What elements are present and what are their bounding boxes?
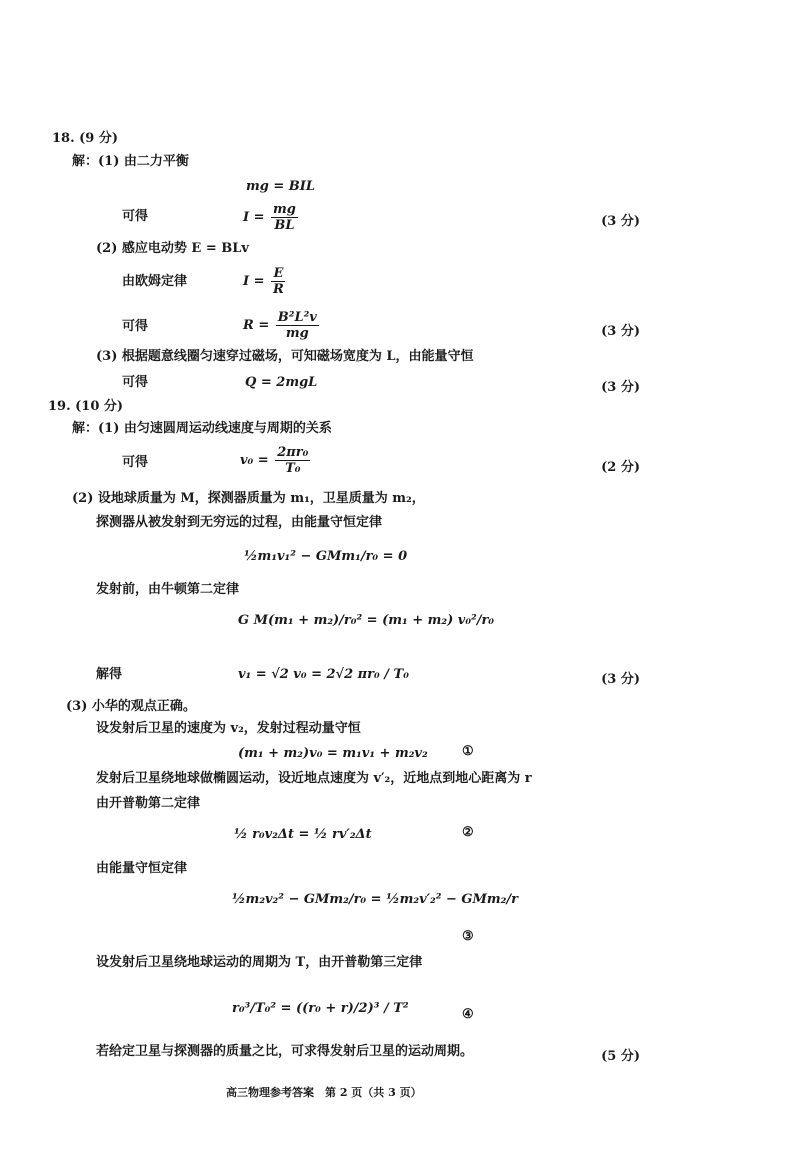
q18-eq2: I = $\frac{mg}{BL}$ [243,202,296,233]
q18-part2-intro: (2) 感应电动势 E = BLv [96,241,249,256]
q18-part3-intro: (3) 根据题意线圈匀速穿过磁场，可知磁场宽度为 L，由能量守恒 [96,349,474,364]
q18-part1-intro: 解：(1) 由二力平衡 [72,154,189,169]
page-footer: 高三物理参考答案 第 2 页（共 3 页） [226,1086,422,1099]
q19-eq2: ½m₁v₁² − GMm₁/r₀ = 0 [244,549,408,564]
q19-score-3: (5 分) [601,1049,640,1064]
q19-marker-4: ④ [462,1007,474,1022]
q19-part3-line4: 由开普勒第二定律 [96,796,201,811]
q18-score-1: (3 分) [601,214,640,229]
q18-score-2: (3 分) [601,324,640,339]
q19-part2-line1: (2) 设地球质量为 M，探测器质量为 m₁，卫星质量为 m₂， [72,491,425,506]
q18-eq3: I = $\frac{E}{R}$ [243,266,284,297]
q19-part2-line2: 探测器从被发射到无穷远的过程，由能量守恒定律 [96,515,383,530]
q19-part1-intro: 解：(1) 由匀速圆周运动线速度与周期的关系 [72,421,332,436]
q19-eq3: G M(m₁ + m₂)/r₀² = (m₁ + m₂) v₀²/r₀ [238,613,494,628]
q19-part3-line1: (3) 小华的观点正确。 [66,699,196,714]
q18-score-3: (3 分) [601,380,640,395]
q19-part3-line6: 设发射后卫星绕地球运动的周期为 T，由开普勒第三定律 [96,955,423,970]
q19-eq1: v₀ = $\frac{\text{2πr₀}}{\text{T₀}}$ [240,445,309,476]
q19-eq7: ½m₂v₂² − GMm₂/r₀ = ½m₂v′₂² − GMm₂/r [232,892,518,907]
q18-eq1: mg = BIL [246,179,315,194]
q19-part3-line7: 若给定卫星与探测器的质量之比，可求得发射后卫星的运动周期。 [96,1044,474,1059]
q19-eq6: ½ r₀v₂Δt = ½ rv′₂Δt [234,827,372,842]
q19-eq8: r₀³/T₀² = ((r₀ + r)/2)³ / T² [232,1001,409,1016]
q19-part3-line5: 由能量守恒定律 [96,861,188,876]
q19-keyi-1: 可得 [122,455,149,470]
q19-marker-1: ① [462,744,474,759]
q19-marker-3: ③ [462,929,474,944]
q19-part3-line3: 发射后卫星绕地球做椭圆运动，设近地点速度为 v′₂，近地点到地心距离为 r [96,771,532,786]
q19-part3-line2: 设发射后卫星的速度为 v₂，发射过程动量守恒 [96,721,361,736]
q19-score-2: (3 分) [601,672,640,687]
q18-keyi-3: 可得 [122,375,149,390]
q18-keyi-1: 可得 [122,209,149,224]
q19-eq5: (m₁ + m₂)v₀ = m₁v₁ + m₂v₂ [238,746,428,761]
q19-jiede-label: 解得 [96,667,123,682]
q18-ohm-label: 由欧姆定律 [122,274,188,289]
q19-score-1: (2 分) [601,460,640,475]
q18-keyi-2: 可得 [122,319,149,334]
q19-header: 19. (10 分) [48,399,124,414]
q18-eq4: R = $\frac{\text{B²L²v}}{mg}$ [243,310,317,341]
q18-eq5: Q = 2mgL [245,375,318,390]
q18-header: 18. (9 分) [52,131,119,146]
q19-eq4: v₁ = √2 v₀ = 2√2 πr₀ / T₀ [238,667,409,682]
q19-marker-2: ② [462,825,474,840]
q19-newton-label: 发射前，由牛顿第二定律 [96,582,240,597]
